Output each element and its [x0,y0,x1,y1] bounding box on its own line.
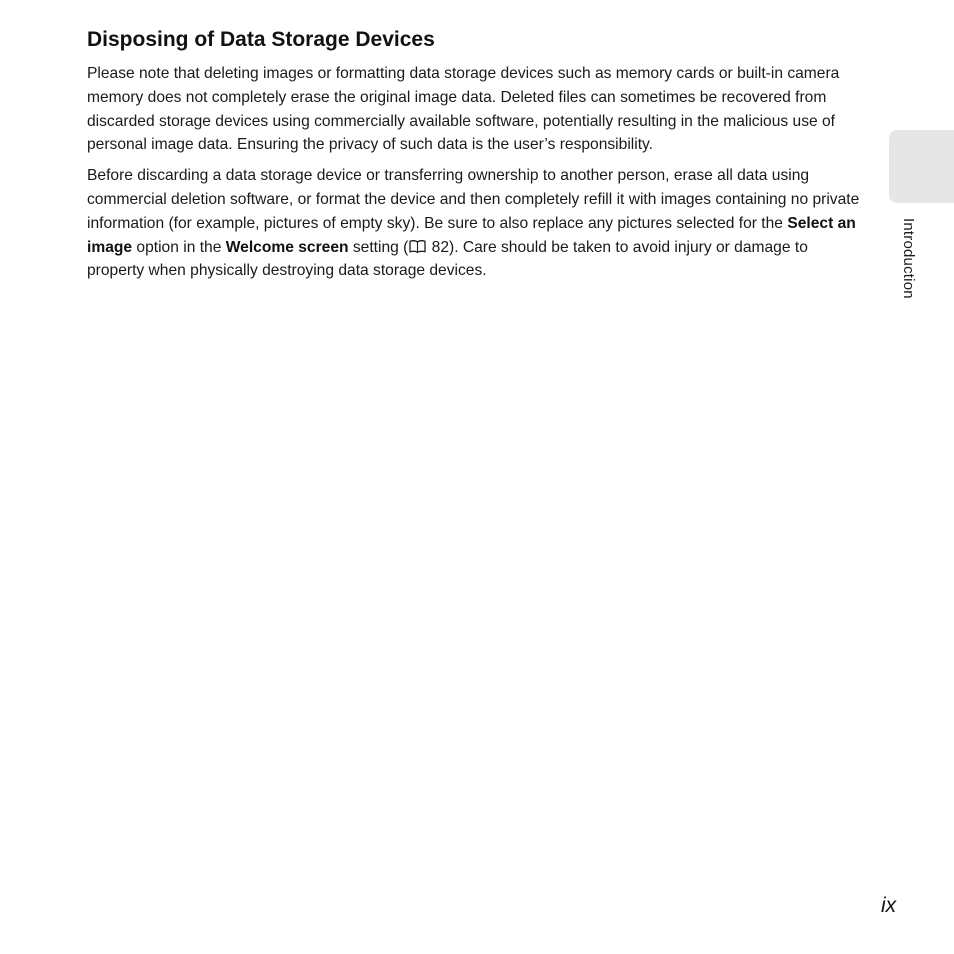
text-segment: Before discarding a data storage device or transferring ownership to another person, erase all data using commercial deletion software, or format the device and then completely refill it with images containing no private information (for example, pictures of empty sky). Be sure to also replace any pictures selected for the [87,167,860,232]
paragraph-privacy-notice: Please note that deleting images or formatting data storage devices such as memory cards or built-in camera memory does not completely erase the original image data. Deleted files can sometimes be recovered from discarded storage devices using commercially available software, potentially resulting in the malicious use of personal image data. Ensuring the privacy of such data is the user’s responsibility. [87,65,840,154]
chapter-tab-label: Introduction [900,218,917,299]
bold-term-welcome-screen: Welcome screen [225,238,349,256]
bold-term-select-an-image: Select an image [87,214,856,256]
text-segment: 82). Care should be taken to avoid injury or damage to property when physically destroying data storage devices. [87,238,808,280]
page-number: ix [881,894,897,917]
book-icon [409,240,426,253]
text-segment: setting ( [348,238,409,256]
paragraph-disposal-instructions [87,164,869,283]
section-heading: Disposing of Data Storage Devices [87,28,435,51]
chapter-tab [889,130,954,203]
main-content [87,26,869,290]
text-segment: option in the [132,238,226,256]
